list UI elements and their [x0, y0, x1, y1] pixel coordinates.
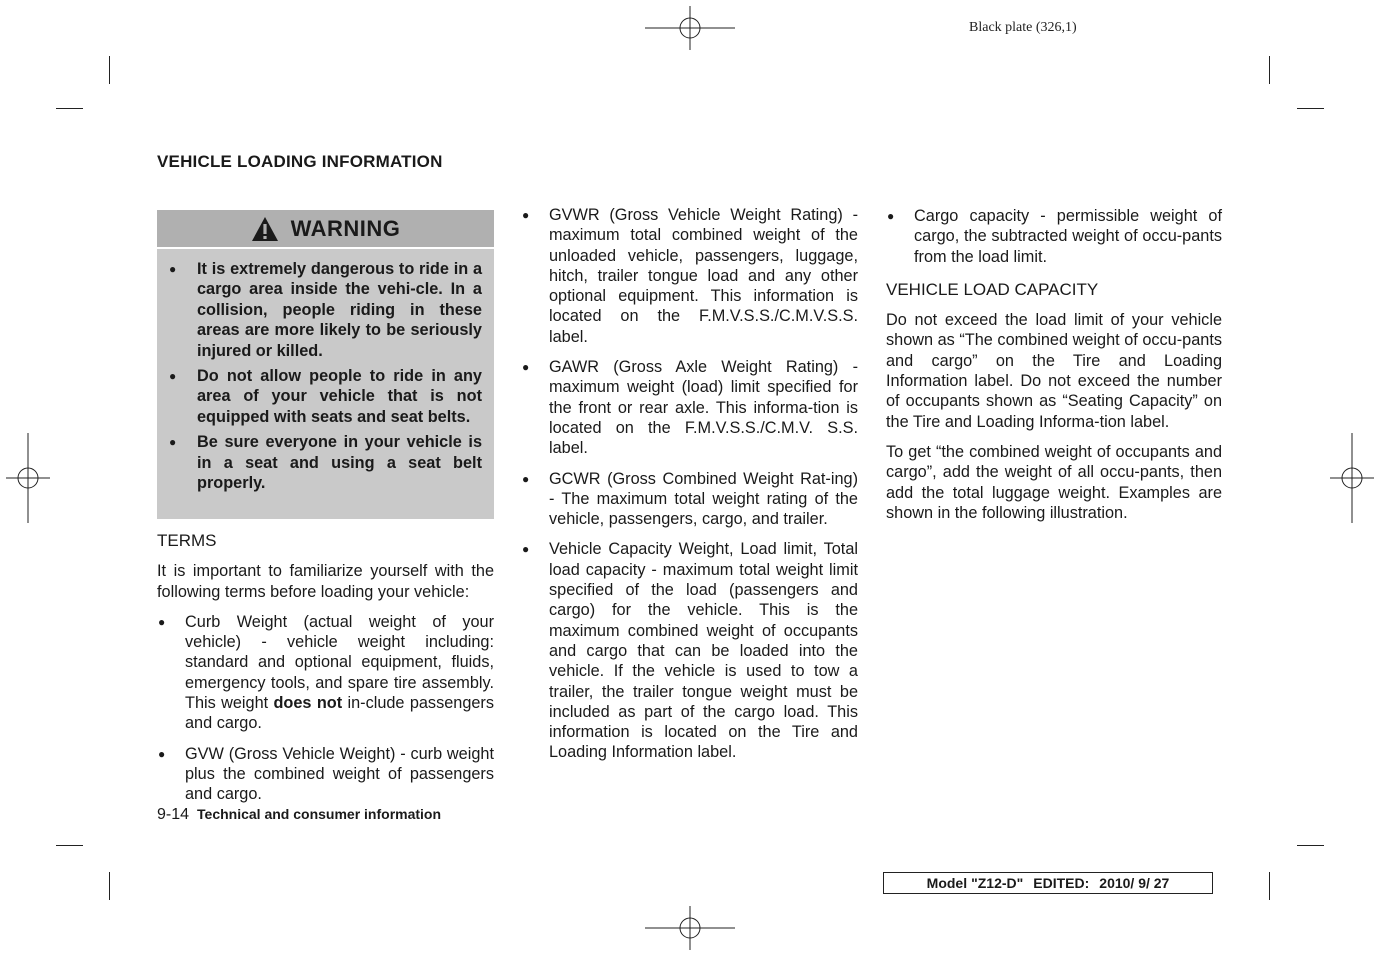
model-label: Model	[926, 875, 968, 891]
model-value: "Z12-D"	[971, 875, 1024, 891]
crop-mark	[1269, 872, 1270, 900]
warning-item-text: It is extremely dangerous to ride in a cargo area inside the vehi-cle. In a collision, people riding in these areas are more likely to be seriously injured or killed.	[197, 260, 482, 360]
crop-mark	[56, 845, 83, 846]
registration-mark-top	[645, 6, 735, 50]
list-item-cargo-capacity: ● Cargo capacity - permissible weight of cargo, the subtracted weight of occu-pants from the load limit.	[887, 207, 1222, 266]
model-edit-box	[883, 872, 1213, 894]
chapter-title: Technical and consumer information	[197, 806, 442, 822]
page-footer	[157, 806, 441, 824]
warning-item: ● Do not allow people to ride in any area of your vehicle that is not equipped with seats and seat belts.	[169, 367, 482, 426]
crop-mark	[1297, 108, 1324, 109]
terms-intro: It is important to familiarize yourself with the following terms before loading your vehicle:	[157, 562, 494, 601]
edited-label: EDITED:	[1033, 875, 1090, 891]
list-item-gcwr: ● GCWR (Gross Combined Weight Rat-ing) - The maximum total weight rating of the vehicle, passengers, cargo, and trailer.	[522, 469, 858, 529]
warning-list	[169, 259, 482, 498]
page-number: 9-14	[157, 806, 190, 823]
gcwr-text: GCWR (Gross Combined Weight Rat-ing) - The maximum total weight rating of the vehicle, passengers, cargo, and trailer.	[549, 469, 858, 529]
curb-weight-text: Curb Weight (actual weight of your vehicle) - vehicle weight including: standard and optional equipment, fluids, emergency tools, and spare tire assembly. This weight	[185, 612, 494, 713]
crop-mark	[1269, 56, 1270, 84]
terms-list-middle	[521, 205, 858, 763]
vehicle-capacity-text: Vehicle Capacity Weight, Load limit, Total load capacity - maximum total weight limit specified of the load (passengers and cargo) for the vehicle. This is the maximum combined weight of occupants and cargo that can be loaded into the vehicle. If the vehicle is used to tow a trailer, the trailer tongue weight must be included as part of the cargo load. This information is located on the Tire and Loading Information label.	[549, 540, 858, 762]
list-item-vehicle-capacity: ● Vehicle Capacity Weight, Load limit, Total load capacity - maximum total weight limit specified of the load (passengers and cargo) for the vehicle. This is the maximum combined weight of occupants and cargo that can be loaded into the vehicle. If the vehicle is used to tow a trailer, the trailer tongue weight must be included as part of the cargo load. This information is located on the Tire and Loading Information label.	[522, 540, 858, 762]
plate-label: Black plate (326,1)	[969, 20, 1077, 35]
terms-list-left	[157, 612, 494, 805]
terms-heading: TERMS	[157, 531, 217, 550]
warning-triangle-icon	[251, 216, 279, 242]
column-left	[157, 531, 494, 805]
list-item-gawr: ● GAWR (Gross Axle Weight Rating) - maximum weight (load) limit specified for the front or rear axle. This informa-tion is located on the F.M.V.S.S./C.M.V. S.S. label.	[522, 358, 858, 458]
crop-mark	[109, 872, 110, 900]
list-item-gvwr: ● GVWR (Gross Vehicle Weight Rating) - maximum total combined weight of the unloaded vehicle, passengers, luggage, hitch, trailer tongue load and any other optional equipment. This information is located on the F.M.V.S.S./C.M.V.S.S. label.	[522, 206, 858, 346]
registration-mark-left	[6, 433, 50, 523]
cargo-capacity-text: Cargo capacity - permissible weight of cargo, the subtracted weight of occu-pants from the load limit.	[914, 207, 1222, 266]
warning-header	[157, 210, 494, 249]
gawr-text: GAWR (Gross Axle Weight Rating) - maximum weight (load) limit specified for the front or rear axle. This informa-tion is located on the F.M.V.S.S./C.M.V. S.S. label.	[549, 358, 858, 458]
crop-mark	[109, 56, 110, 84]
curb-weight-text-end: in-clude passengers and cargo.	[185, 694, 494, 733]
list-item-gvw: ● GVW (Gross Vehicle Weight) - curb weight plus the combined weight of passengers and cargo.	[158, 744, 494, 804]
gvwr-text: GVWR (Gross Vehicle Weight Rating) - maximum total combined weight of the unloaded vehicle, passengers, luggage, hitch, trailer tongue load and any other optional equipment. This information is located on the F.M.V.S.S./C.M.V.S.S. label.	[549, 206, 858, 346]
column-middle	[521, 205, 858, 763]
warning-item: ● It is extremely dangerous to ride in a cargo area inside the vehi-cle. In a collision, people riding in these areas are more likely to be seriously injured or killed.	[169, 260, 482, 360]
warning-box	[157, 210, 494, 519]
load-capacity-paragraph: Do not exceed the load limit of your vehicle shown as “The combined weight of occu-pants and cargo” on the Tire and Loading Information label. Do not exceed the number of occupants shown as “Seating Capacity” on the Tire and Loading Informa-tion label.	[886, 311, 1222, 431]
load-capacity-heading: VEHICLE LOAD CAPACITY	[886, 279, 1099, 299]
edited-value: 2010/ 9/ 27	[1099, 875, 1170, 891]
load-capacity-paragraph: To get “the combined weight of occupants and cargo”, add the weight of all occu-pants, then add the total luggage weight. Examples are shown in the following illustration.	[886, 442, 1222, 522]
crop-mark	[1297, 845, 1324, 846]
warning-item: ● Be sure everyone in your vehicle is in a seat and using a seat belt properly.	[169, 433, 482, 493]
warning-item-text: Do not allow people to ride in any area of your vehicle that is not equipped with seats and seat belts.	[197, 367, 482, 426]
column-right	[886, 206, 1222, 523]
list-item-curb-weight: ● Curb Weight (actual weight of your vehicle) - vehicle weight including: standard and optional equipment, fluids, emergency tools, and spare tire assembly. This weight does not in-clude passengers and cargo.	[158, 612, 494, 733]
curb-weight-emphasis: does not	[273, 694, 343, 713]
terms-list-right	[886, 206, 1222, 267]
gvw-text: GVW (Gross Vehicle Weight) - curb weight plus the combined weight of passengers and cargo.	[185, 744, 494, 804]
warning-item-text: Be sure everyone in your vehicle is in a seat and using a seat belt properly.	[197, 433, 482, 493]
registration-mark-right	[1330, 433, 1374, 523]
section-title: VEHICLE LOADING INFORMATION	[157, 152, 443, 171]
warning-title: WARNING	[290, 215, 401, 241]
crop-mark	[56, 108, 83, 109]
registration-mark-bottom	[645, 906, 735, 950]
